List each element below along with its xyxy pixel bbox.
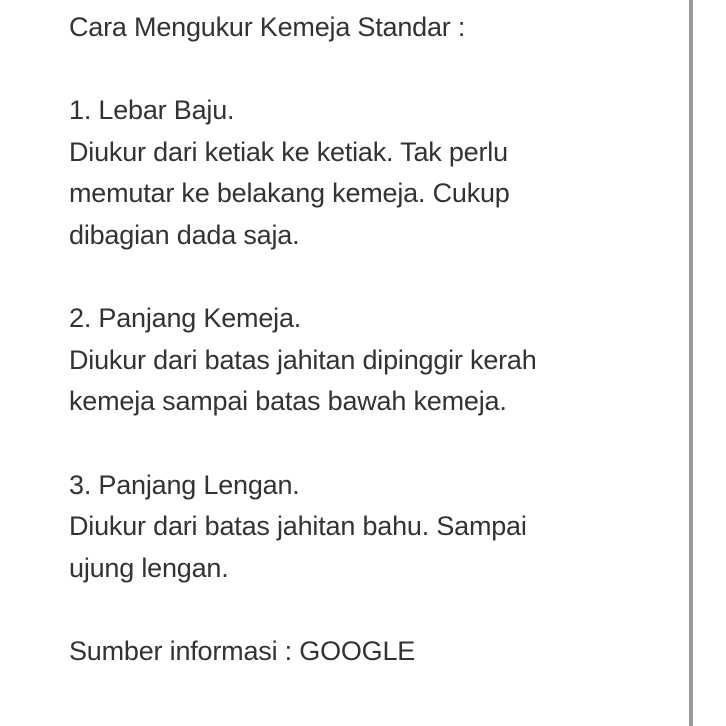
section-body-line: memutar ke belakang kemeja. Cukup bbox=[69, 178, 510, 209]
blank-line bbox=[69, 423, 684, 465]
note-text-body[interactable] bbox=[69, 7, 684, 673]
blank-line bbox=[69, 589, 684, 631]
section-body-line: Diukur dari batas jahitan bahu. Sampai bbox=[69, 511, 527, 542]
section-heading-panjang-lengan: 3. Panjang Lengan. bbox=[69, 469, 300, 500]
section-body-line: ujung lengan. bbox=[69, 552, 229, 583]
section-heading-lebar-baju: 1. Lebar Baju. bbox=[69, 95, 235, 126]
scrollbar-edge bbox=[689, 0, 693, 726]
section-body-line: dibagian dada saja. bbox=[69, 219, 300, 250]
blank-line bbox=[69, 49, 684, 91]
section-body-line: Diukur dari batas jahitan dipinggir kerah bbox=[69, 344, 537, 375]
blank-line bbox=[69, 257, 684, 299]
section-body-line: Diukur dari ketiak ke ketiak. Tak perlu bbox=[69, 136, 508, 167]
section-heading-panjang-kemeja: 2. Panjang Kemeja. bbox=[69, 303, 302, 334]
note-title: Cara Mengukur Kemeja Standar : bbox=[69, 12, 466, 42]
page-edge bbox=[689, 0, 726, 726]
section-body-line: kemeja sampai batas bawah kemeja. bbox=[69, 386, 507, 417]
source-info: Sumber informasi : GOOGLE bbox=[69, 635, 416, 666]
